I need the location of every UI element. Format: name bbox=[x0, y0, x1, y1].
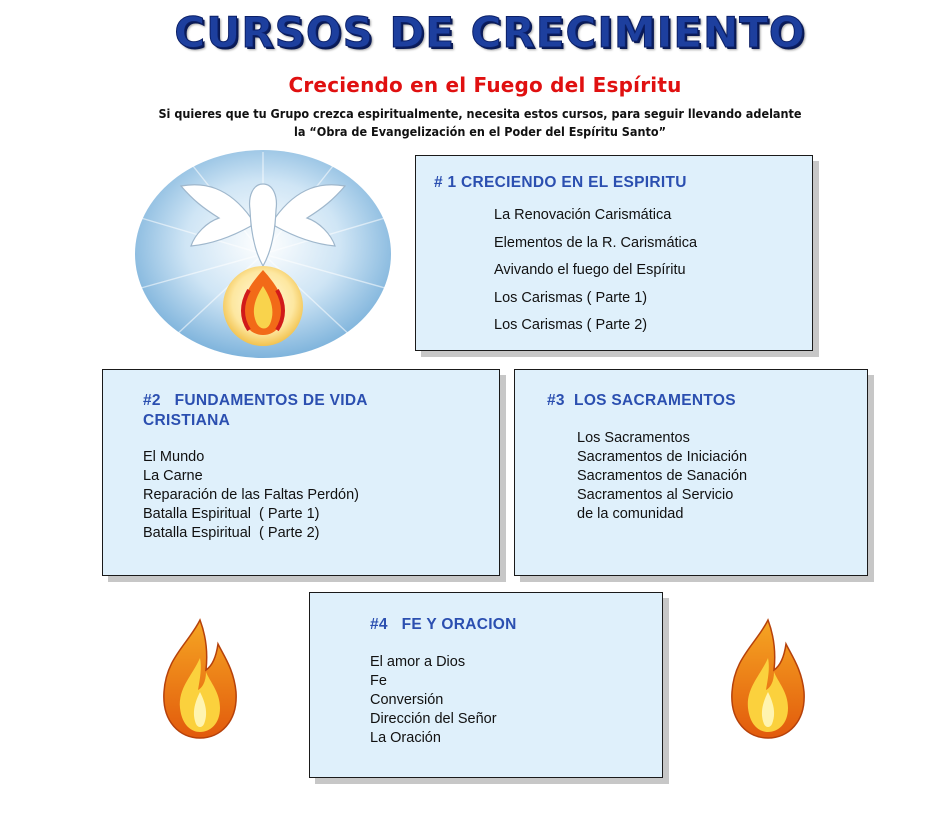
list-item: Batalla Espiritual ( Parte 1) bbox=[143, 506, 320, 522]
list-item: La Oración bbox=[370, 730, 441, 746]
list-item: Sacramentos al Servicio bbox=[577, 487, 734, 503]
intro-text bbox=[150, 105, 810, 141]
flame-icon bbox=[728, 618, 808, 740]
course-3-heading: #3 LOS SACRAMENTOS bbox=[547, 392, 736, 409]
course-2-heading-line-2: CRISTIANA bbox=[143, 412, 231, 429]
list-item: Avivando el fuego del Espíritu bbox=[494, 262, 686, 278]
list-item: Los Carismas ( Parte 1) bbox=[494, 289, 648, 306]
intro-line-2: la “Obra de Evangelización en el Poder del Espíritu Santo” bbox=[294, 124, 666, 139]
list-item: El Mundo bbox=[143, 449, 205, 465]
page-subtitle: Creciendo en el Fuego del Espíritu bbox=[288, 73, 682, 97]
list-item: Fe bbox=[370, 673, 387, 689]
list-item: Dirección del Señor bbox=[370, 711, 497, 727]
list-item: La Renovación Carismática bbox=[494, 207, 672, 223]
course-box-3 bbox=[514, 369, 868, 576]
list-item: Batalla Espiritual ( Parte 2) bbox=[143, 525, 320, 541]
page-title: CURSOS DE CRECIMIENTO bbox=[174, 8, 806, 57]
list-item: Sacramentos de Iniciación bbox=[577, 449, 748, 465]
course-2-heading-line-1: #2 FUNDAMENTOS DE VIDA bbox=[143, 392, 368, 409]
course-4-heading: #4 FE Y ORACION bbox=[370, 616, 517, 633]
list-item: El amor a Dios bbox=[370, 654, 466, 670]
list-item: de la comunidad bbox=[577, 506, 684, 522]
list-item: Los Sacramentos bbox=[577, 430, 690, 446]
list-item: La Carne bbox=[143, 468, 203, 484]
list-item: Conversión bbox=[370, 692, 444, 708]
list-item: Sacramentos de Sanación bbox=[577, 468, 748, 484]
list-item: Elementos de la R. Carismática bbox=[494, 234, 698, 251]
course-2-list bbox=[143, 448, 359, 543]
list-item: Los Carismas ( Parte 2) bbox=[494, 317, 648, 333]
course-4-list bbox=[370, 653, 497, 748]
course-box-1 bbox=[415, 155, 813, 351]
list-item: Reparación de las Faltas Perdón) bbox=[143, 487, 360, 503]
course-box-4 bbox=[309, 592, 663, 778]
course-box-2 bbox=[102, 369, 500, 576]
course-1-list bbox=[494, 202, 697, 340]
dove-flame-illustration bbox=[133, 148, 393, 360]
course-1-heading: # 1 CRECIENDO EN EL ESPIRITU bbox=[434, 174, 687, 191]
course-3-list bbox=[577, 429, 747, 524]
flame-icon bbox=[160, 618, 240, 740]
intro-line-1: Si quieres que tu Grupo crezca espiritualmente, necesita estos cursos, para seguir llevando adelante bbox=[158, 106, 802, 121]
course-2-heading bbox=[143, 391, 368, 431]
